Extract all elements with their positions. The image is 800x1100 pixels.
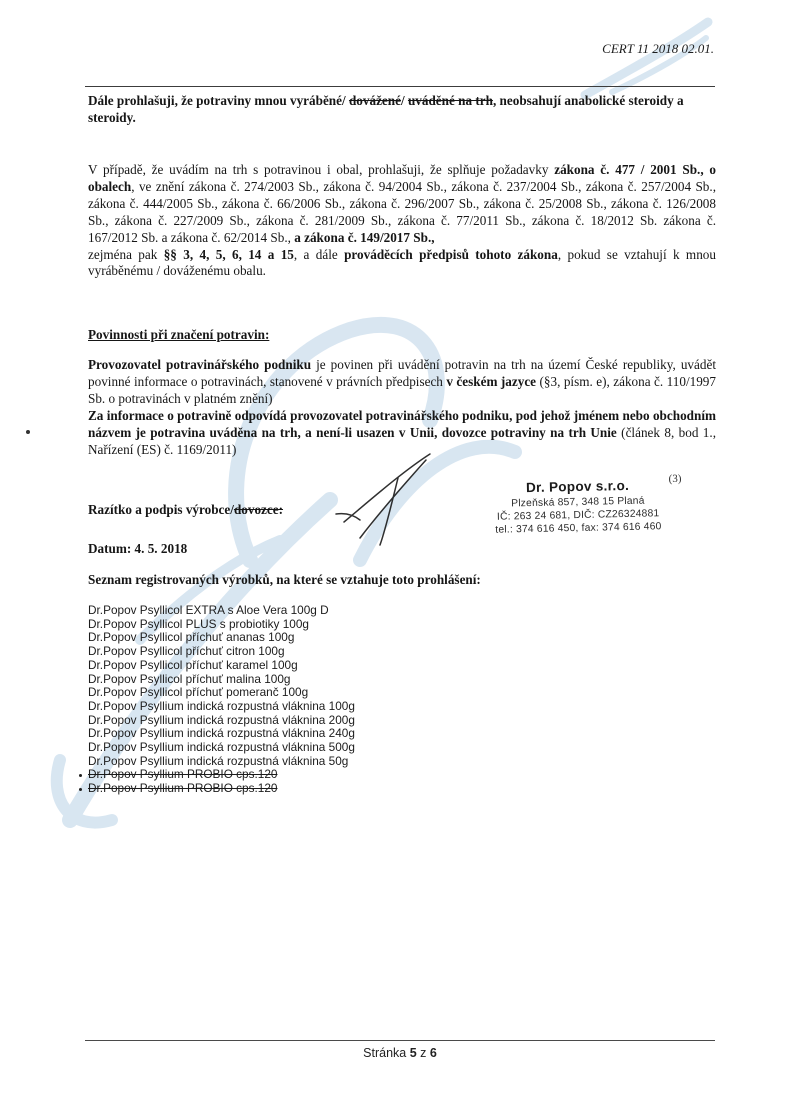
product-item: Dr.Popov Psyllium indická rozpustná vláknina 240g (88, 726, 355, 741)
stamp-phone-fax: tel.: 374 616 450, fax: 374 616 460 (495, 521, 662, 537)
product-item: Dr.Popov Psyllicol příchuť karamel 100g (88, 657, 298, 672)
product-item: Dr.Popov Psyllicol příchuť pomeranč 100g (88, 685, 309, 700)
date-line: Datum: 4. 5. 2018 (88, 541, 188, 556)
labeling-duties-heading: Povinnosti při značení potravin: (88, 327, 270, 342)
product-item: Dr.Popov Psyllicol příchuť malina 100g (88, 671, 291, 686)
page-number: Stránka 5 z 6 (363, 1046, 437, 1060)
product-item: Dr.Popov Psyllium indická rozpustná vláknina 50g (88, 753, 349, 768)
stamp-address: Plzeňská 857, 348 15 Planá (511, 495, 645, 510)
labeling-duties-paragraph: Provozovatel potravinářského podniku je povinen při uvádění potravin na trh na území České republiky, uvádět povinné informace o potravinách, stanovené v právních předpisech v českém jazyce (§3, písm. e), zákona č. 110/1997 Sb. o potravinách v platném znění) Za informace o potravině odpovídá provozovatel potravinářského podniku, pod jehož jménem nebo obchodním názvem je potravina uváděna na trh, a není-li usazen v Unii, dovozce potraviny na trh Unie (článek 8, bod 1., Nařízení (ES) č. 1169/2011) (88, 357, 716, 457)
packaging-law-paragraph: V případě, že uvádím na trh s potravinou i obal, prohlašuji, že splňuje požadavky zákona č. 477 / 2001 Sb., o obalech, ve znění zákona č. 274/2003 Sb., zákona č. 94/2004 Sb., zákona č. 237/2004 Sb., zákona č. 257/2004 Sb., zákona č. 444/2005 Sb., zákona č. 66/2006 Sb., zákona č. 296/2007 Sb., zákona č. 25/2008 Sb., zákona č. 126/2008 Sb., zákona č. 227/2009 Sb., zákona č. 281/2009 Sb., zákona č. 77/2011 Sb., zákona č. 18/2012 Sb. zákona č. 167/2012 Sb. a zákona č. 62/2014 Sb., a zákona č. 149/2017 Sb., zejména pak §§ 3, 4, 5, 6, 14 a 15, a dále prováděcích předpisů tohoto zákona, pokud se vztahují k mnou vyráběnému / dováženému obalu. (88, 162, 716, 279)
header-rule (85, 86, 715, 87)
document-code: CERT 11 2018 02.01. (602, 41, 714, 56)
product-item-struck: Dr.Popov Psyllium PROBIO cps.120 (88, 768, 355, 782)
company-stamp (467, 472, 688, 538)
handwritten-signature (330, 450, 440, 550)
product-item: Dr.Popov Psyllicol PLUS s probiotiky 100g (88, 616, 309, 631)
product-list (88, 604, 355, 796)
declaration-paragraph: Dále prohlašuji, že potraviny mnou vyráběné/ dovážené/ uváděné na trh, neobsahují anabolické steroidy a steroidy. (88, 93, 684, 125)
product-item: Dr.Popov Psyllium indická rozpustná vláknina 100g (88, 698, 355, 713)
product-item: Dr.Popov Psyllicol příchuť ananas 100g (88, 630, 295, 645)
stamp-handwritten-note: (3) (668, 472, 682, 486)
product-item: Dr.Popov Psyllium indická rozpustná vláknina 500g (88, 740, 355, 755)
footer-rule (85, 1040, 715, 1041)
stamp-registration-numbers: IČ: 263 24 681, DIČ: CZ26324881 (496, 508, 660, 523)
stamp-signature-label: Razítko a podpis výrobce/dovozce: (88, 502, 284, 517)
pen-mark (26, 430, 30, 434)
stamp-company-name: Dr. Popov s.r.o. (525, 477, 630, 496)
product-item: Dr.Popov Psyllicol EXTRA s Aloe Vera 100g D (88, 603, 329, 617)
product-item: Dr.Popov Psyllium indická rozpustná vláknina 200g (88, 712, 355, 727)
product-item: Dr.Popov Psyllicol příchuť citron 100g (88, 644, 285, 659)
products-list-heading: Seznam registrovaných výrobků, na které se vztahuje toto prohlášení: (88, 572, 481, 587)
product-item-struck: Dr.Popov Psyllium PROBIO cps.120 (88, 782, 355, 796)
